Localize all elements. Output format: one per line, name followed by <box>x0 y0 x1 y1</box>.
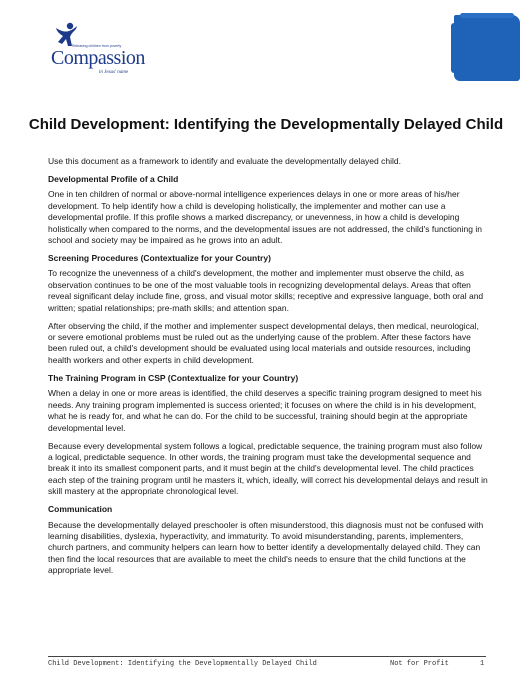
page-footer <box>48 656 486 668</box>
document-title: Child Development: Identifying the Developmentally Delayed Child <box>28 116 504 133</box>
footer-notice: Not for Profit <box>390 660 449 668</box>
section-heading: Screening Procedures (Contextualize for your Country) <box>48 253 271 264</box>
logo-tagline: Releasing children from poverty <box>72 44 122 48</box>
footer-title: Child Development: Identifying the Developmentally Delayed Child <box>48 660 317 668</box>
section-heading: Developmental Profile of a Child <box>48 174 179 184</box>
section-paragraph: After observing the child, if the mother and implementer suspect developmental delays, then medical, neurological, or severe emotional problems must be ruled out as the underlying cause of the problem. After these factors have been ruled out, a child's development should be evaluated using local materials and outside resources, including health workers and other experts in child development. <box>48 320 479 365</box>
section-heading: Communication <box>48 504 113 515</box>
section-paragraph: Because every developmental system follows a logical, predictable sequence, the training program must also follow a logical, predictable sequence. In other words, the training program must take the developmental sequence and break it into its smallest component parts, and it must begin at the child's developmental level. The child practices each step of the training program until he masters it, which, ideally, will correct his developmental delays and result in skill mastery at the appropriate chronological level. <box>48 440 488 497</box>
section-paragraph: To recognize the unevenness of a child's development, the mother and implementer must observe the child, as observation continues to be one of the most valuable tools in recognizing developmental delays. Areas that often reveal significant delay include fine, gross, and visual motor skills; receptive and expressive language, both oral and written; spatial relationships; pre-math skills; and attention span. <box>48 268 484 313</box>
compassion-logo <box>46 22 166 75</box>
intro-paragraph: Use this document as a framework to identify and evaluate the developmentally delayed child. <box>48 156 401 166</box>
decorative-blue-block <box>454 15 520 81</box>
section-paragraph: When a delay in one or more areas is identified, the child deserves a specific training program designed to meet his needs. Any training program implemented is success oriented; it focuses on where the child is in his development, what he is ready for, and what he can do. For the child to be successful, training should begin at the appropriate developmental level. <box>48 388 482 433</box>
logo-subline: in Jesus' name <box>99 70 129 75</box>
logo-brand: Compassion <box>51 47 145 69</box>
section-heading: The Training Program in CSP (Contextualize for your Country) <box>48 372 299 383</box>
page-number: 1 <box>480 660 485 668</box>
section-paragraph: One in ten children of normal or above-normal intelligence experiences delays in one or more areas of his/her development. To help identify how a child is developing holistically, the implementer and mother can use a developmental profile. If this profile shows a marked discrepancy, or unevenness, in how a child is developing holistically when compared to the norms, and the developmental issues are not addressed, the child's functioning in school and society may be impaired as he grows into an adult. <box>48 189 482 246</box>
section-paragraph: Because the developmentally delayed preschooler is often misunderstood, this diagnosis must not be confused with learning disabilities, dyslexia, hyperactivity, and immaturity. To avoid misunderstanding, parents, implementers, church partners, and community helpers can learn how to better identify a developmentally delayed child. They can then find the local resources that are available to meet the child's needs to ensure that the child functions at the appropriate level. <box>48 519 484 576</box>
document-body <box>48 156 488 583</box>
